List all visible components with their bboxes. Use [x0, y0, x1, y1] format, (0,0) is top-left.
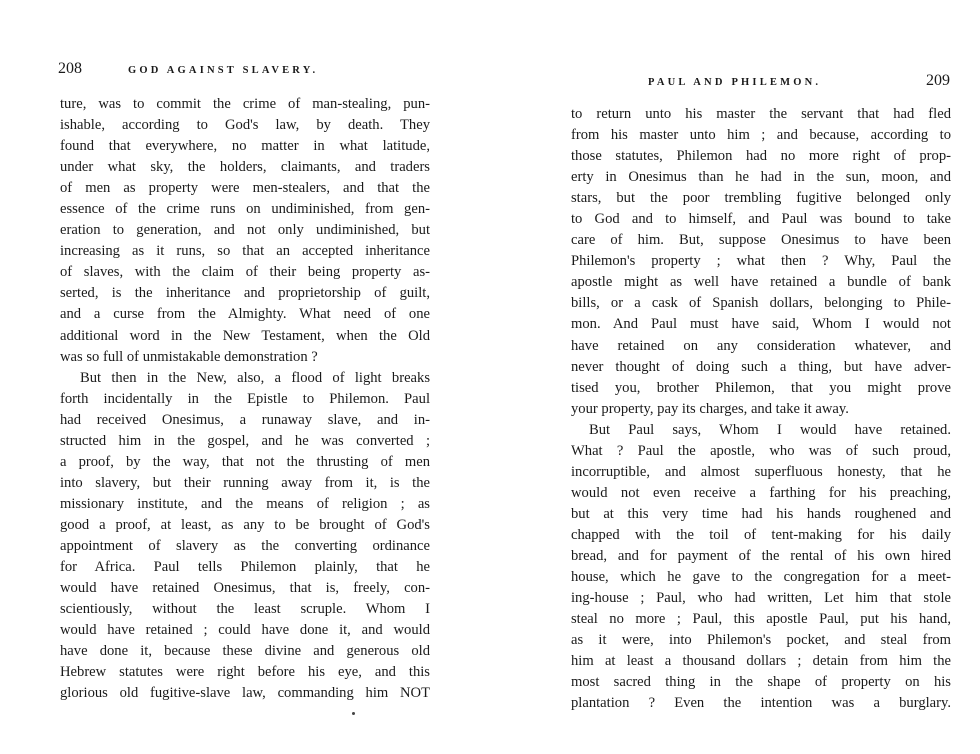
text-line: ishable, according to God's law, by death. They [60, 117, 430, 134]
text-line: him at least a thousand dollars ; detain from him the [571, 653, 951, 670]
text-line: serted, is the inheritance and proprietorship of guilt, [60, 285, 430, 302]
text-line: found that everywhere, no matter in what latitude, [60, 138, 430, 155]
text-line: have retained on any consideration whatever, and [571, 337, 951, 354]
text-line: your property, pay its charges, and take it away. [571, 400, 849, 417]
text-line: But then in the New, also, a flood of light breaks [80, 369, 430, 386]
text-line: erty in Onesimus than he had in the sun, moon, and [571, 169, 951, 186]
text-line: structed him in the gospel, and he was converted ; [60, 432, 430, 449]
text-line: to God and to himself, and Paul was bound to take [571, 211, 951, 228]
text-line: of men as property were men-stealers, and that the [60, 180, 430, 197]
left-running-head [58, 60, 432, 78]
text-line: was so full of unmistakable demonstration ? [60, 348, 318, 365]
text-line: forth incidentally in the Epistle to Philemon. Paul [60, 390, 430, 407]
text-line: have done it, because these divine and generous old [60, 643, 430, 660]
text-line: of slaves, with the claim of their being property as- [60, 264, 430, 281]
text-line: incorruptible, and almost superfluous honesty, that he [571, 463, 951, 480]
running-head-title-left: GOD AGAINST SLAVERY. [128, 65, 319, 76]
text-line: to return unto his master the servant that had fled [571, 106, 951, 122]
text-line: steal no more ; Paul, this apostle Paul, put his hand, [571, 611, 951, 628]
text-line: But Paul says, Whom I would have retained. [589, 421, 951, 438]
text-line: Hebrew statutes were right before his eye, and this [60, 664, 430, 681]
text-line: increasing as it runs, so that an accepted inheritance [60, 243, 430, 260]
text-line: bills, or a cask of Spanish dollars, belonging to Phile- [571, 295, 951, 312]
text-line: ing-house ; Paul, who had written, Let him that stole [571, 590, 951, 607]
text-line: mon. And Paul must have said, Whom I would not [571, 316, 951, 333]
page-number-right: 209 [926, 72, 950, 89]
text-line: additional word in the New Testament, when the Old [60, 327, 430, 344]
text-line: had received Onesimus, a runaway slave, and in- [60, 411, 430, 428]
text-line: house, which he gave to the congregation for a meet- [571, 569, 951, 586]
text-line: from his master unto him ; and because, according to [571, 127, 951, 144]
text-line: for Africa. Paul tells Philemon plainly, that he [60, 559, 430, 576]
left-body-text [60, 94, 430, 704]
text-line: a proof, by the way, that not the thrusting of men [60, 453, 430, 470]
text-line: ture, was to commit the crime of man-stealing, pun- [60, 96, 430, 112]
text-line: tised you, brother Philemon, that you might prove [571, 379, 951, 396]
ink-mark [352, 712, 355, 715]
text-line: glorious old fugitive-slave law, commanding him NOT [60, 685, 430, 702]
text-line: would not even receive a farthing for his preaching, [571, 484, 951, 501]
text-line: What ? Paul the apostle, who was of such proud, [571, 442, 951, 459]
text-line: most sacred thing in the shape of property on his [571, 674, 951, 691]
text-line: would have retained ; could have done it, and would [60, 622, 430, 639]
right-page [490, 0, 980, 754]
text-line: Philemon's property ; what then ? Why, Paul the [571, 253, 951, 270]
text-line: and a curse from the Almighty. What need of one [60, 306, 430, 323]
running-head-title-right: PAUL AND PHILEMON. [648, 77, 822, 88]
text-line: appointment of slavery as the converting ordinance [60, 537, 430, 554]
text-line: stars, but the poor trembling fugitive belonged only [571, 190, 951, 207]
text-line: into slavery, but their running away from it, is the [60, 474, 430, 491]
text-line: would have retained Onesimus, that is, freely, con- [60, 580, 430, 597]
page-number-left: 208 [58, 60, 82, 77]
text-line: under what sky, the holders, claimants, and traders [60, 159, 430, 176]
text-line: apostle might as well have retained a bundle of bank [571, 274, 951, 291]
text-line: but at this very time had his hands roughened and [571, 505, 951, 522]
text-line: bread, and for payment of the rental of his own hired [571, 547, 951, 564]
text-line: as it were, into Philemon's pocket, and steal from [571, 632, 951, 649]
text-line: eration to generation, and not only undiminished, but [60, 222, 430, 239]
text-line: plantation ? Even the intention was a burglary. [571, 695, 951, 712]
text-line: chapped with the toil of tent-making for his daily [571, 526, 951, 543]
right-body-text [571, 104, 951, 714]
text-line: essence of the crime runs on undiminished, from gen- [60, 201, 430, 218]
right-running-head [572, 72, 950, 90]
text-line: good a proof, at least, as any to be brought of God's [60, 516, 430, 533]
text-line: scientiously, without the least scruple. Whom I [60, 601, 430, 618]
text-line: missionary institute, and the means of religion ; as [60, 495, 430, 512]
text-line: care of him. But, suppose Onesimus to have been [571, 232, 951, 249]
text-line: never thought of doing such a thing, but have adver- [571, 358, 951, 375]
text-line: those statutes, Philemon had no more right of prop- [571, 148, 951, 165]
